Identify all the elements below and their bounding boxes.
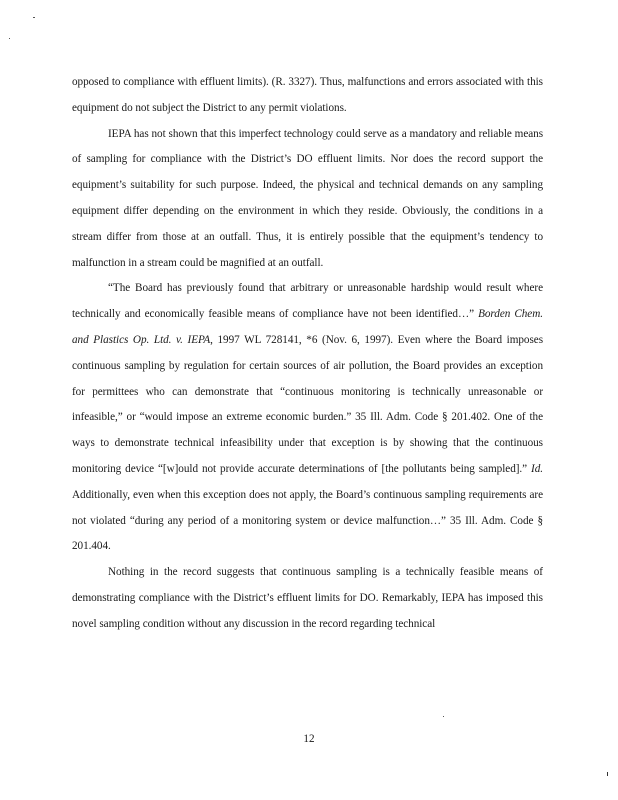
- case-citation: Borden Chem. and Plastics Op. Ltd. v. IEPA: [72, 308, 543, 346]
- paragraph-1-text: opposed to compliance with effluent limits). (R. 3327). Thus, malfunctions and errors associated with this equipment do not subject the District to any permit violations.: [72, 76, 543, 114]
- scan-speck: [9, 38, 10, 39]
- scan-speck: [33, 17, 35, 18]
- paragraph-4-text: Nothing in the record suggests that continuous sampling is a technically feasible means of demonstrating compliance with the District’s effluent limits for DO. Remarkably, IEPA has imposed this novel sampling condition without any discussion in the record regarding technical: [72, 566, 543, 630]
- scan-speck: [607, 772, 608, 776]
- id-citation: Id.: [531, 462, 543, 475]
- body-text: [72, 70, 543, 638]
- paragraph-1: [72, 70, 543, 122]
- page-number: 12: [303, 733, 315, 745]
- paragraph-3-text-b: , 1997 WL 728141, *6 (Nov. 6, 1997). Even where the Board imposes continuous sampling by regulation for certain sources of air pollution, the Board provides an exception for permittees who can demonstrate that “continuous monitoring is technically unreasonable or infeasible,” or “would impose an extreme economic burden.” 35 Ill. Adm. Code § 201.402. One of the ways to demonstrate technical infeasibility under that exception is by showing that the continuous monitoring device “[w]ould not provide accurate determinations of [the pollutants being sampled].”: [72, 333, 543, 475]
- paragraph-3: [72, 276, 543, 560]
- paragraph-2-text: IEPA has not shown that this imperfect technology could serve as a mandatory and reliable means of sampling for compliance with the District’s DO effluent limits. Nor does the record support the equipment’s suitability for such purpose. Indeed, the physical and technical demands on any sampling equipment differ depending on the environment in which they reside. Obviously, the conditions in a stream differ from those at an outfall. Thus, it is entirely possible that the equipment’s tendency to malfunction in a stream could be magnified at an outfall.: [72, 127, 543, 269]
- scan-speck: [443, 716, 444, 717]
- paragraph-2: [72, 122, 543, 277]
- paragraph-4: [72, 560, 543, 637]
- paragraph-3-text-c: Additionally, even when this exception does not apply, the Board’s continuous sampling requirements are not violated “during any period of a monitoring system or device malfunction…” 35 Ill. Adm. Code § 201.404.: [72, 488, 543, 553]
- paragraph-3-text-a: “The Board has previously found that arbitrary or unreasonable hardship would result where technically and economically feasible means of compliance have not been identified…”: [72, 282, 543, 321]
